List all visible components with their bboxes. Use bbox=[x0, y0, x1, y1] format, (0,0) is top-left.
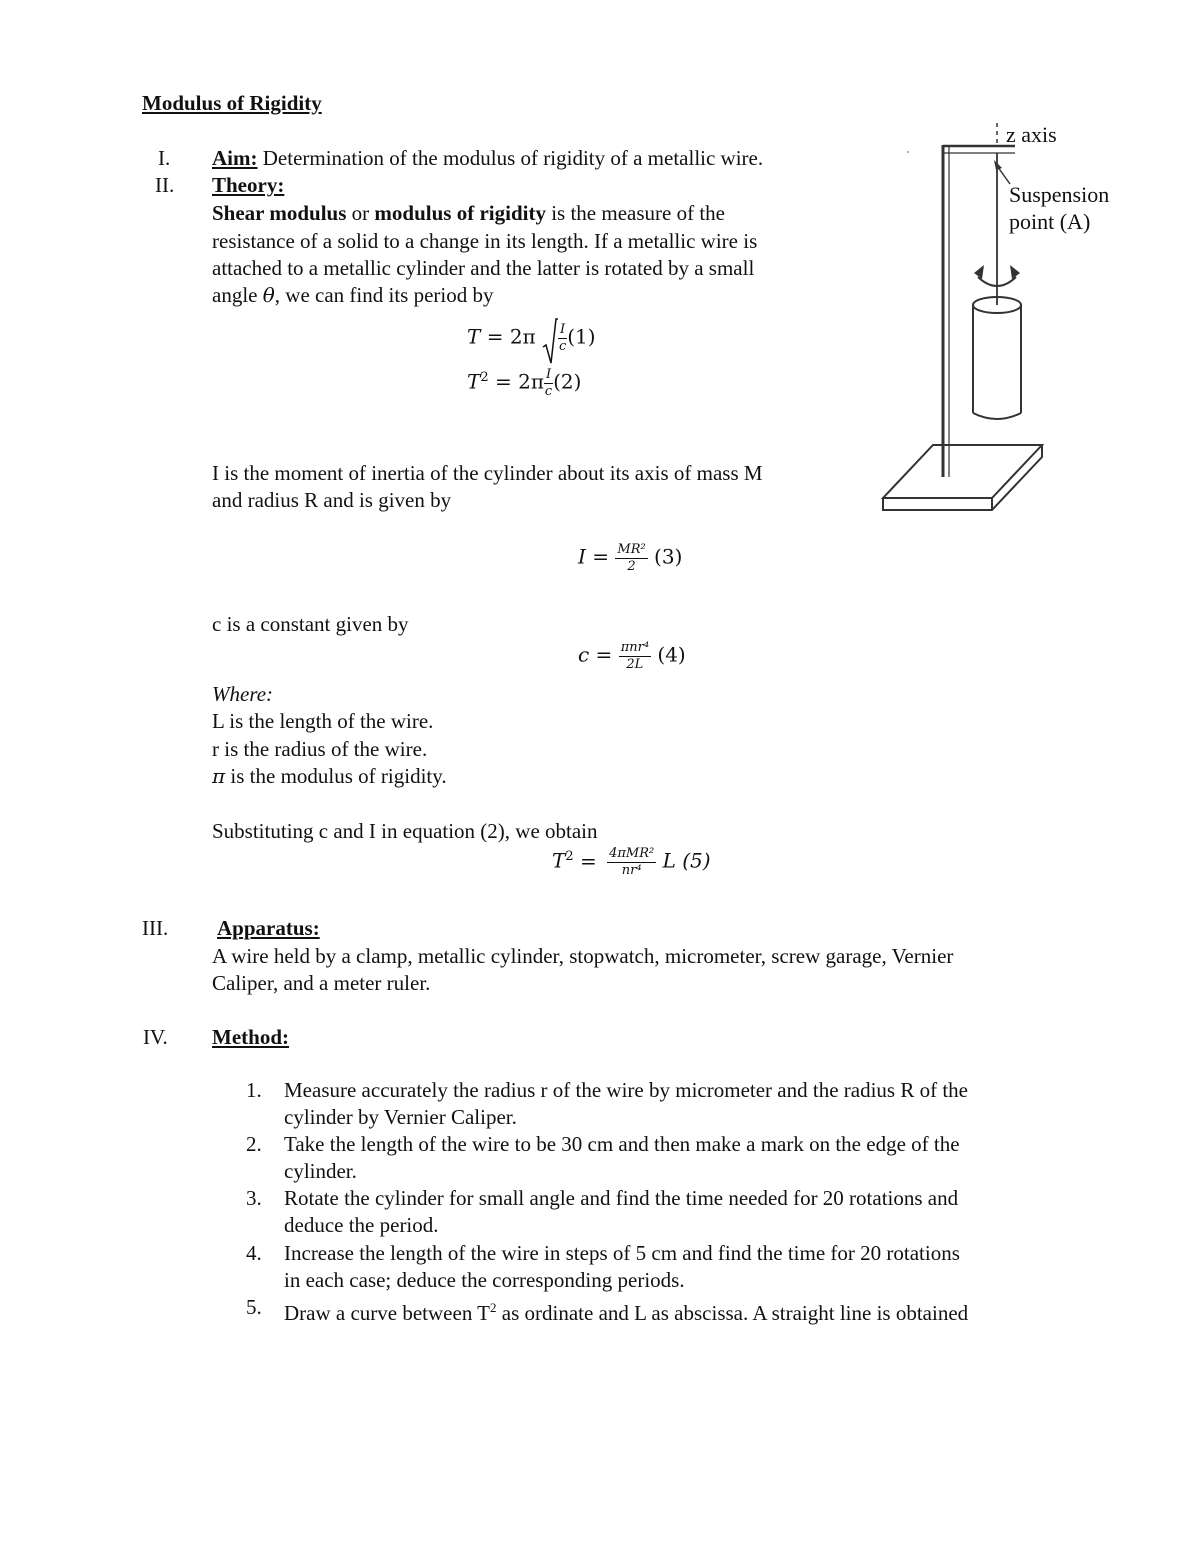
eq5-denominator: nr⁴ bbox=[621, 862, 642, 878]
where-pi-text: is the modulus of rigidity. bbox=[225, 764, 447, 788]
sqrt-symbol bbox=[542, 323, 567, 353]
eq3-lhs: I bbox=[578, 544, 586, 569]
method-item-number: 4. bbox=[246, 1241, 262, 1265]
eq2-sup: 2 bbox=[480, 369, 489, 385]
eq3-numerator: MR² bbox=[617, 542, 646, 557]
eq2-equals: = 2π bbox=[488, 369, 544, 394]
method-item-sup: 2 bbox=[490, 1300, 497, 1315]
eq2-tag: (2) bbox=[553, 369, 582, 394]
theory-line-1 bbox=[212, 203, 725, 224]
where-length: L is the length of the wire. bbox=[212, 709, 434, 733]
aim-label: Aim: bbox=[212, 146, 258, 170]
method-item-text: Draw a curve between T bbox=[284, 1301, 491, 1325]
substituting-line: Substituting c and I in equation (2), we obtain bbox=[212, 819, 598, 843]
theory-line1-rest: is the measure of the bbox=[545, 201, 725, 225]
apparatus-numeral: III. bbox=[142, 916, 169, 940]
theory-or: or bbox=[346, 201, 375, 225]
aim-numeral: I. bbox=[158, 146, 171, 170]
method-item-number: 5. bbox=[246, 1295, 262, 1319]
theory-line-3: attached to a metallic cylinder and the latter is rotated by a small bbox=[212, 256, 755, 280]
theory-bold-rigidity: modulus of rigidity bbox=[374, 201, 546, 225]
theory-angle-text: angle bbox=[212, 283, 263, 307]
suspension-label-1: Suspension bbox=[1009, 182, 1110, 207]
constant-line: c is a constant given by bbox=[212, 612, 409, 636]
method-item-text-cont: in each case; deduce the corresponding periods. bbox=[284, 1268, 685, 1292]
theory-line-4 bbox=[212, 285, 493, 306]
theory-label: Theory: bbox=[212, 173, 285, 197]
method-item-number: 1. bbox=[246, 1078, 262, 1102]
base-plate-edge bbox=[883, 445, 1042, 510]
eq2-lhs: T bbox=[467, 369, 481, 394]
suspension-label-2: point (A) bbox=[1009, 209, 1091, 234]
theory-period-text: , we can find its period by bbox=[274, 283, 494, 307]
theory-bold-shear: Shear modulus bbox=[212, 201, 347, 225]
method-item-number: 3. bbox=[246, 1186, 262, 1210]
method-item-text-rest: as ordinate and L as abscissa. A straight line is obtained bbox=[496, 1301, 969, 1325]
method-item-text: Measure accurately the radius r of the wire by micrometer and the radius R of the bbox=[284, 1078, 968, 1102]
theta-symbol: θ bbox=[262, 283, 275, 307]
eq1-lhs: T bbox=[467, 324, 481, 349]
method-label: Method: bbox=[212, 1025, 289, 1049]
method-item-text-cont: cylinder by Vernier Caliper. bbox=[284, 1105, 517, 1129]
where-label: Where: bbox=[212, 682, 274, 706]
eq2-denominator: c bbox=[544, 383, 553, 399]
page-title: Modulus of Rigidity bbox=[142, 91, 322, 115]
where-pi bbox=[212, 766, 447, 787]
aim-line bbox=[212, 148, 763, 169]
eq4-equals: = bbox=[589, 642, 619, 667]
cylinder-bottom bbox=[973, 413, 1021, 419]
inertia-line-1: I is the moment of inertia of the cylinder about its axis of mass M bbox=[212, 461, 763, 485]
method-item-number: 2. bbox=[246, 1132, 262, 1156]
eq5-equals: = bbox=[573, 848, 604, 873]
equation-2 bbox=[467, 368, 581, 398]
equation-4 bbox=[578, 641, 686, 671]
theory-numeral: II. bbox=[155, 173, 175, 197]
eq3-equals: = bbox=[585, 544, 616, 569]
method-item-text-cont: deduce the period. bbox=[284, 1213, 439, 1237]
inertia-line-2: and radius R and is given by bbox=[212, 488, 452, 512]
equation-3 bbox=[578, 543, 682, 573]
eq1-tag: (1) bbox=[567, 324, 596, 349]
method-item-text-cont: cylinder. bbox=[284, 1159, 357, 1183]
torsion-apparatus-figure bbox=[870, 115, 1140, 525]
eq4-denominator: 2L bbox=[626, 656, 644, 672]
method-item-text: Take the length of the wire to be 30 cm and then make a mark on the edge of the bbox=[284, 1132, 960, 1156]
eq1-equals: = 2π bbox=[480, 324, 536, 349]
eq1-denominator: c bbox=[558, 338, 567, 354]
eq5-numerator: 4πMR² bbox=[609, 846, 655, 861]
aim-text: Determination of the modulus of rigidity of a metallic wire. bbox=[257, 146, 764, 170]
apparatus-label: Apparatus: bbox=[217, 916, 320, 940]
base-plate bbox=[883, 445, 1042, 498]
method-item-text: Rotate the cylinder for small angle and find the time needed for 20 rotations and bbox=[284, 1186, 959, 1210]
eq1-numerator: I bbox=[560, 322, 566, 337]
theory-line-2: resistance of a solid to a change in its length. If a metallic wire is bbox=[212, 229, 758, 253]
eq3-tag: (3) bbox=[647, 544, 683, 569]
eq4-numerator: πnr⁴ bbox=[620, 640, 650, 655]
eq3-denominator: 2 bbox=[627, 558, 636, 574]
eq4-tag: (4) bbox=[651, 642, 686, 667]
apparatus-line-2: Caliper, and a meter ruler. bbox=[212, 971, 431, 995]
eq5-sup: 2 bbox=[565, 848, 574, 864]
eq5-tag: L (5) bbox=[656, 848, 711, 873]
apparatus-line-1: A wire held by a clamp, metallic cylinder, stopwatch, micrometer, screw garage, Vernier bbox=[212, 944, 954, 968]
eq4-lhs: c bbox=[578, 642, 590, 667]
equation-1 bbox=[467, 323, 596, 353]
method-numeral: IV. bbox=[143, 1025, 168, 1049]
eq2-numerator: I bbox=[545, 367, 552, 382]
pi-symbol: π bbox=[212, 764, 226, 788]
z-axis-label: z axis bbox=[1006, 122, 1057, 147]
method-item-text: Increase the length of the wire in steps of 5 cm and find the time for 20 rotations bbox=[284, 1241, 960, 1265]
where-radius: r is the radius of the wire. bbox=[212, 737, 428, 761]
eq5-lhs: T bbox=[552, 848, 566, 873]
equation-5 bbox=[552, 847, 711, 877]
